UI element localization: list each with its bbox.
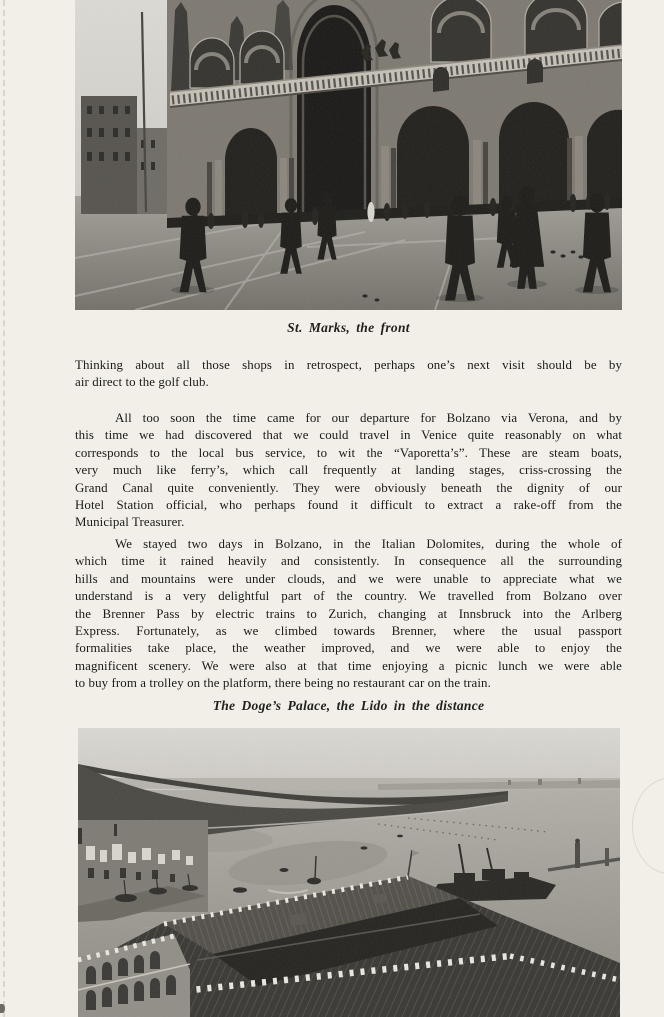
text-line: Express. Fortunately, as we climbed towards Brenner, where the usual passport	[75, 624, 622, 639]
text-line: Grand Canal quite conveniently. They were obviously beneath the dignity of our	[75, 480, 622, 495]
photo-st-marks-front	[75, 0, 622, 310]
scan-edge-line	[3, 0, 5, 1017]
text-line: All too soon the time came for our departure for Bolzano via Verona, and by	[115, 411, 622, 425]
text-line: this time we had discovered that we could travel in Venice quite reasonably on what	[75, 428, 622, 443]
text-line: the Brenner Pass by electric trains to Zurich, changing at Innsbruck into the Arlberg	[75, 606, 622, 621]
photo-doges-palace	[78, 728, 620, 1017]
text-line: very much like ferry’s, which call frequently at landing stages, criss-crossing the	[75, 463, 622, 478]
text-line: air direct to the golf club.	[75, 375, 209, 390]
paragraph-2	[75, 410, 622, 532]
text-line: to buy from a trolley on the platform, there being no restaurant car on the train.	[75, 676, 491, 691]
photo2-caption: The Doge’s Palace, the Lido in the distance	[212, 698, 485, 713]
text-line: Hotel Station official, who perhaps found it difficult to extract a rake-off from the	[75, 498, 622, 513]
photo-grain	[75, 0, 622, 310]
photo-grain	[78, 728, 620, 1017]
text-line: formalities take place, the weather improved, and we were able to enjoy the	[75, 641, 622, 656]
text-line: which time it rained heavily and consistently. In consequence all the surrounding	[75, 554, 622, 569]
paragraph-1	[75, 357, 622, 392]
text-line: hills and mountains were under clouds, and we were unable to appreciate what we	[75, 571, 622, 586]
photo1-caption: St. Marks, the front	[287, 320, 410, 335]
paper-stain	[632, 778, 664, 874]
text-line: corresponds to the local bus service, to wit the “Vaporetta’s”. These are steam boats,	[75, 445, 622, 460]
text-line: We stayed two days in Bolzano, in the Italian Dolomites, during the whole of	[115, 537, 622, 551]
paragraph-3	[75, 536, 622, 693]
text-line: understand is a very delightful part of the country. We travelled from Bolzano over	[75, 589, 622, 604]
text-line: magnificent scenery. We were also at that time enjoying a picnic lunch we were able	[75, 658, 622, 673]
text-line: Thinking about all those shops in retrospect, perhaps one’s next visit should be by	[75, 358, 622, 372]
paper-speck	[0, 1004, 5, 1013]
text-line: Municipal Treasurer.	[75, 515, 185, 530]
